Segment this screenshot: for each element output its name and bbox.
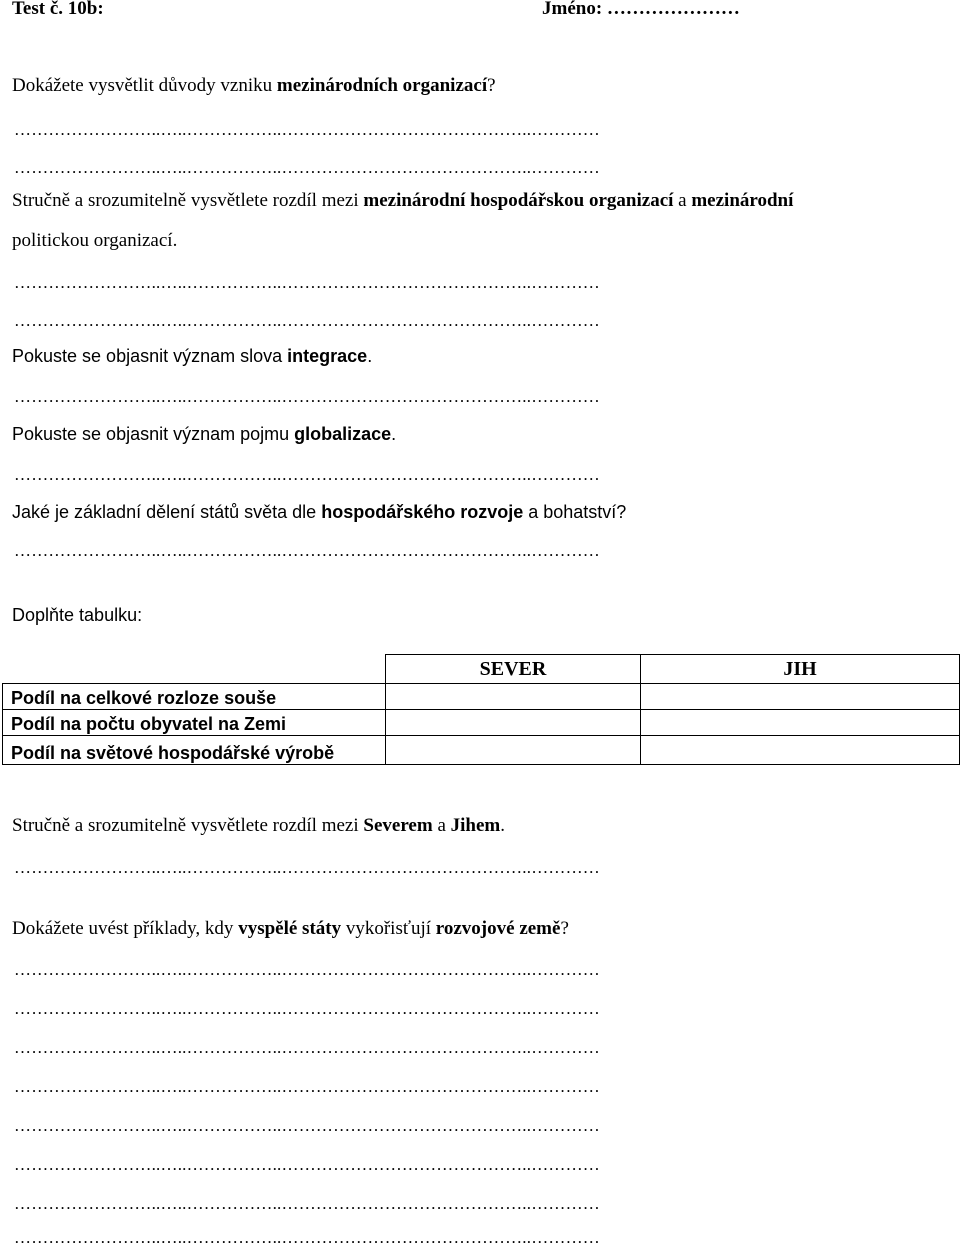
answer-line[interactable]: ……………………..…..……………..……………………………………..………… <box>14 1155 600 1174</box>
answer-line[interactable]: ……………………..…..……………..……………………………………..………… <box>14 120 600 139</box>
column-header-jih: JIH <box>641 655 960 684</box>
table-row-label: Podíl na světové hospodářské výrobě <box>3 736 386 765</box>
table-cell-sever[interactable] <box>386 736 641 765</box>
answer-line[interactable]: ……………………..…..……………..……………………………………..………… <box>14 465 600 484</box>
answer-line[interactable]: ……………………..…..……………..……………………………………..………… <box>14 387 600 406</box>
answer-line[interactable]: ……………………..…..……………..……………………………………..………… <box>14 158 600 177</box>
question-2: Stručně a srozumitelně vysvětlete rozdíl mezi mezinárodní hospodářskou organizací a mezinárodní <box>12 190 794 211</box>
answer-line[interactable]: ……………………..…..……………..……………………………………..………… <box>14 1077 600 1096</box>
answer-line[interactable]: ……………………..…..……………..……………………………………..………… <box>14 273 600 292</box>
table-cell-jih[interactable] <box>641 710 960 736</box>
question-1: Dokážete vysvětlit důvody vzniku mezinárodních organizací? <box>12 75 496 96</box>
table-cell-jih[interactable] <box>641 684 960 710</box>
fill-in-table <box>2 654 960 765</box>
table-corner <box>3 655 386 684</box>
table-cell-jih[interactable] <box>641 736 960 765</box>
test-title: Test č. 10b: <box>12 0 104 19</box>
question-6: Doplňte tabulku: <box>12 605 143 625</box>
table-row-label: Podíl na celkové rozloze souše <box>3 684 386 710</box>
question-7: Stručně a srozumitelně vysvětlete rozdíl mezi Severem a Jihem. <box>12 815 505 836</box>
name-field-label: Jméno: ………………… <box>542 0 740 19</box>
answer-line[interactable]: ……………………..…..……………..……………………………………..………… <box>14 1194 600 1213</box>
answer-line[interactable]: ……………………..…..……………..……………………………………..………… <box>14 1116 600 1135</box>
question-4: Pokuste se objasnit význam pojmu globalizace. <box>12 424 397 444</box>
question-3: Pokuste se objasnit význam slova integrace. <box>12 346 373 366</box>
table-row-label: Podíl na počtu obyvatel na Zemi <box>3 710 386 736</box>
answer-line[interactable]: ……………………..…..……………..……………………………………..………… <box>14 311 600 330</box>
answer-line[interactable]: ……………………..…..……………..……………………………………..………… <box>14 858 600 877</box>
table-cell-sever[interactable] <box>386 684 641 710</box>
question-2-line-2: politickou organizací. <box>12 230 178 251</box>
answer-line[interactable]: ……………………..…..……………..……………………………………..………… <box>14 960 600 979</box>
answer-line[interactable]: ……………………..…..……………..……………………………………..………… <box>14 1038 600 1057</box>
table-cell-sever[interactable] <box>386 710 641 736</box>
question-5: Jaké je základní dělení států světa dle hospodářského rozvoje a bohatství? <box>12 502 627 522</box>
answer-line[interactable]: ……………………..…..……………..……………………………………..………… <box>14 999 600 1018</box>
answer-line[interactable]: ……………………..…..……………..……………………………………..………… <box>14 1228 600 1247</box>
question-8: Dokážete uvést příklady, kdy vyspělé státy vykořisťují rozvojové země? <box>12 918 569 939</box>
answer-line[interactable]: ……………………..…..……………..……………………………………..………… <box>14 541 600 560</box>
column-header-sever: SEVER <box>386 655 641 684</box>
